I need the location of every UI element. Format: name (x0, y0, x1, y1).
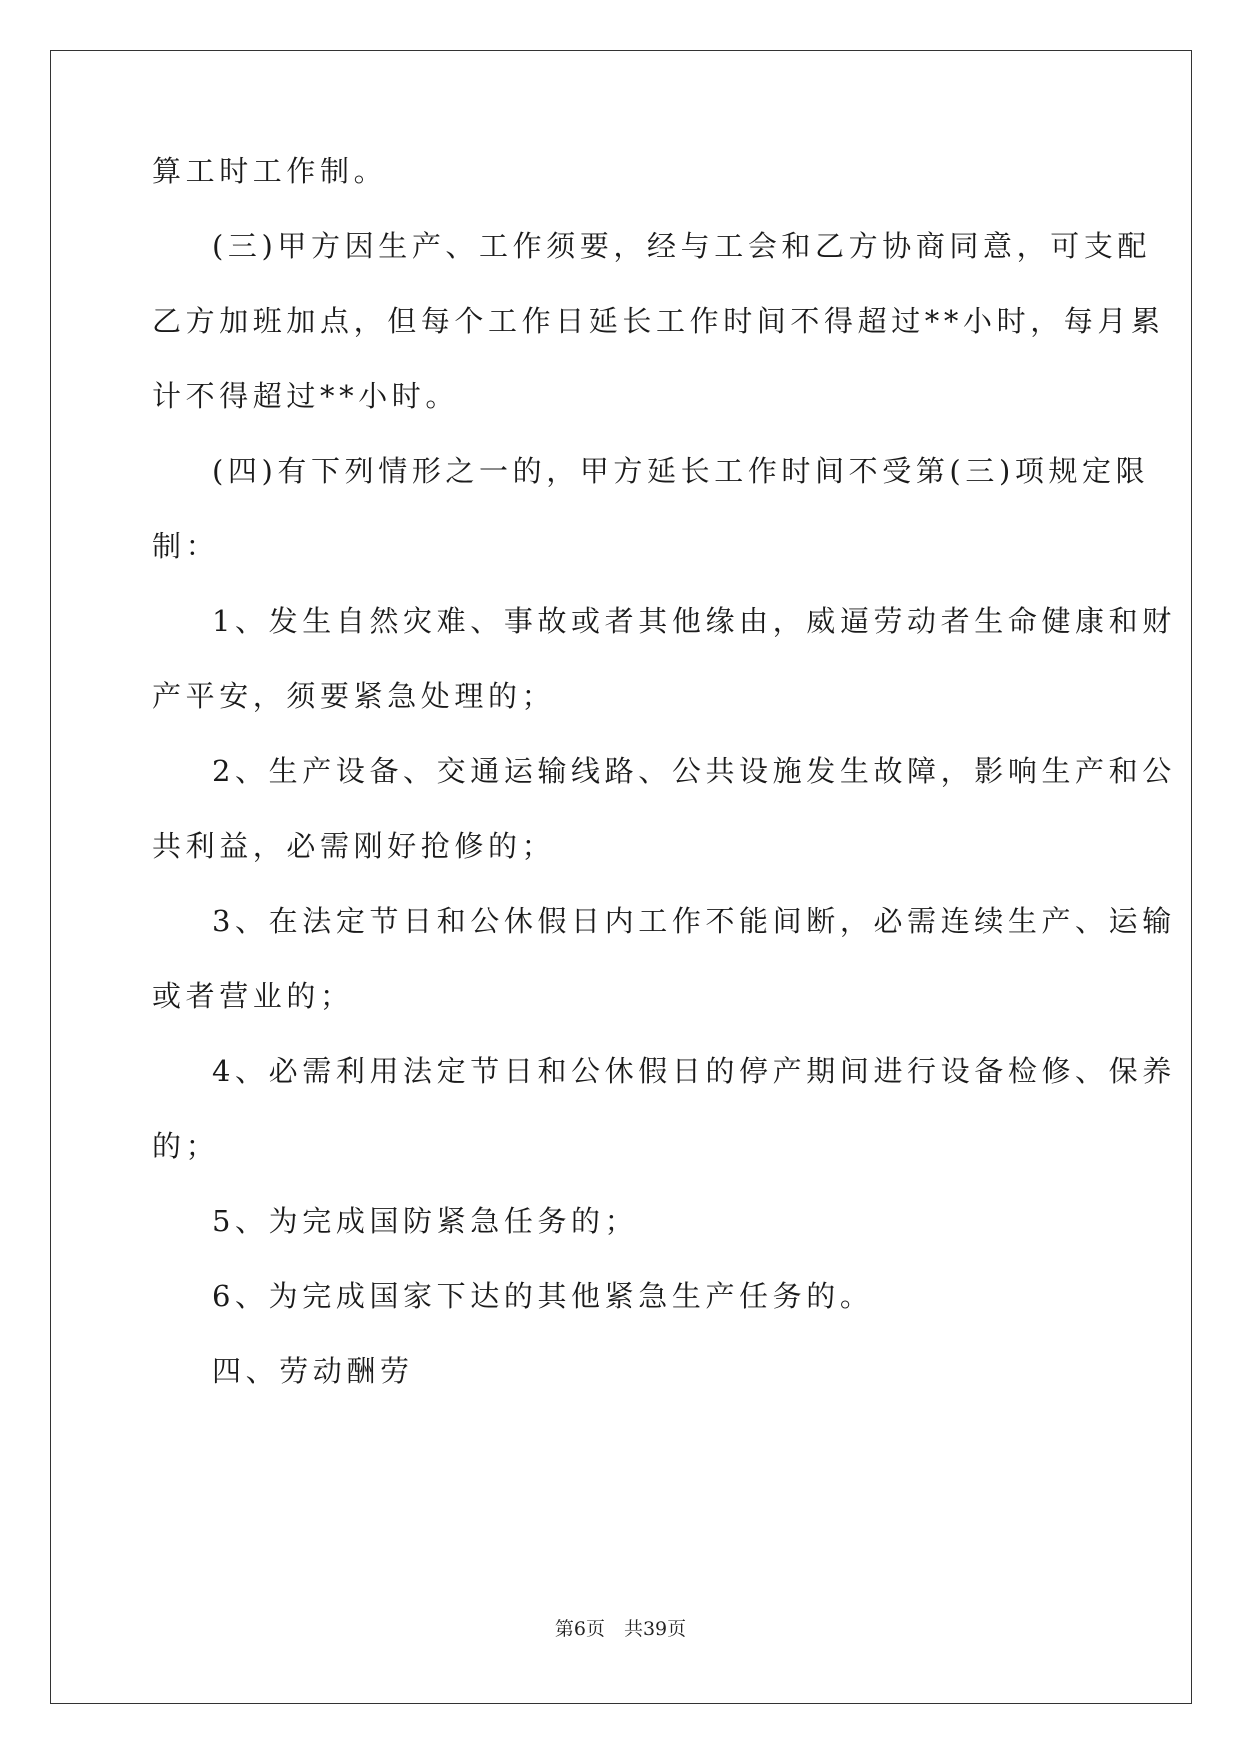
text-line: (三)甲方因生产、工作须要，经与工会和乙方协商同意，可支配 (212, 229, 1152, 263)
text-line: 或者营业的； (152, 979, 354, 1013)
text-line: 制： (152, 529, 220, 563)
page-number: 第6页 共39页 (554, 1618, 687, 1640)
page-border (50, 50, 1192, 1704)
text-line: 共利益，必需刚好抢修的； (152, 829, 556, 863)
text-line: 2、生产设备、交通运输线路、公共设施发生故障，影响生产和公 (212, 754, 1176, 788)
text-line: (四)有下列情形之一的，甲方延长工作时间不受第(三)项规定限 (212, 454, 1150, 488)
text-line: 4、必需利用法定节日和公休假日的停产期间进行设备检修、保养 (212, 1054, 1176, 1088)
text-line: 乙方加班加点，但每个工作日延长工作时间不得超过**小时，每月累 (152, 304, 1165, 338)
text-line: 1、发生自然灾难、事故或者其他缘由，威逼劳动者生命健康和财 (212, 604, 1176, 638)
text-line: 3、在法定节日和公休假日内工作不能间断，必需连续生产、运输 (212, 904, 1176, 938)
text-line: 的； (152, 1129, 220, 1163)
text-line: 产平安，须要紧急处理的； (152, 679, 556, 713)
text-line: 5、为完成国防紧急任务的； (212, 1204, 639, 1238)
text-line: 算工时工作制。 (152, 154, 388, 188)
text-line: 计不得超过**小时。 (152, 379, 460, 413)
text-line: 6、为完成国家下达的其他紧急生产任务的。 (212, 1279, 874, 1313)
section-heading: 四、劳动酬劳 (212, 1354, 414, 1388)
